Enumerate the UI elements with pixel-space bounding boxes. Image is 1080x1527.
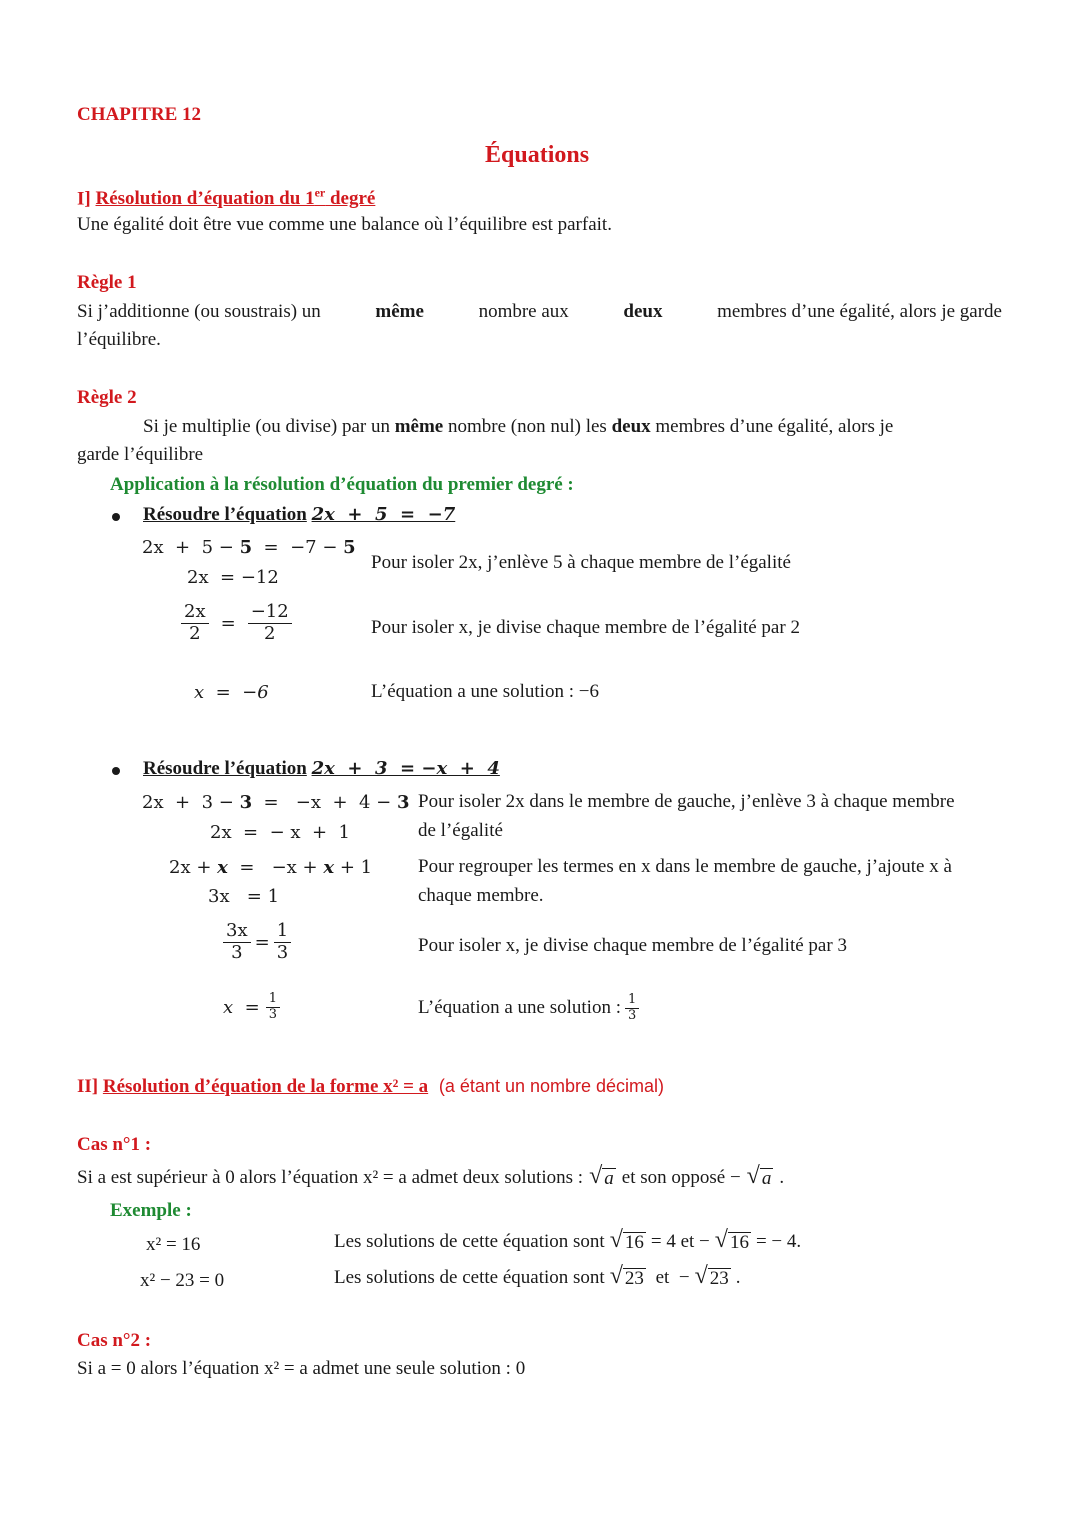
cas1-eq1: x² = 16 [146, 1234, 201, 1255]
ex1-step1-bold: 5 [239, 537, 253, 558]
cas1-sol2-r1: 23 [624, 1267, 644, 1289]
cas1-sol1-b: = 4 et − [650, 1231, 710, 1252]
application-title: Application à la résolution d’équation du premier degré : [110, 474, 574, 495]
ex2-step5-num-left: 3x [223, 921, 251, 943]
ex2-equation: 2x + 3 = −x + 4 [311, 758, 500, 779]
ex2-step1-c: = −x + 4 − [263, 792, 392, 813]
ex2-step3-a: 2x + [169, 857, 212, 878]
ex2-heading-text: Résoudre l’équation [143, 758, 307, 779]
ex2-step3 [169, 857, 372, 878]
cas1-sol2-b: et − [650, 1267, 690, 1288]
rule1-text-e: membres d’une égalité, alors je garde [717, 301, 1002, 322]
ex2-explanation-3: Pour isoler x, je divise chaque membre de l’égalité par 3 [418, 935, 847, 956]
sqrt-icon: √ 16 [609, 1226, 644, 1253]
cas1-sol2-a: Les solutions de cette équation sont [334, 1267, 605, 1288]
ex1-step1-lhs: 2x + 5 − [142, 537, 234, 558]
rule2-line1 [143, 416, 893, 438]
ex2-step1-b: 3 [239, 792, 253, 813]
cas1-sol2-c: . [735, 1267, 741, 1288]
ex2-explanation-1b: de l’égalité [418, 820, 503, 841]
ex2-step5-frac-left [223, 921, 251, 963]
ex2-step3-b: x [217, 857, 228, 878]
rule1-line1 [77, 301, 1002, 323]
rule1-title: Règle 1 [77, 272, 137, 293]
section2-title: Résolution d’équation de la forme x² = a [102, 1076, 429, 1097]
ex1-step3-den-left: 2 [189, 622, 201, 644]
section2-heading [77, 1076, 664, 1098]
rule2-line2: garde l’équilibre [77, 444, 204, 465]
cas1-text-b: et son opposé − [621, 1167, 741, 1188]
ex1-step1 [142, 537, 356, 558]
rule1-bold-deux: deux [623, 301, 663, 322]
bullet-icon [112, 767, 120, 775]
ex1-step3 [181, 602, 292, 644]
ex2-explanation-2a: Pour regrouper les termes en x dans le membre de gauche, j’ajoute x à [418, 856, 952, 877]
sqrt-icon: √ a [746, 1162, 772, 1189]
cas1-text-c: . [779, 1167, 785, 1188]
ex2-step6-frac [266, 992, 280, 1023]
rule2-title: Règle 2 [77, 387, 137, 408]
ex1-step2: 2x = −12 [187, 567, 279, 588]
rule2-text-e: membres d’une égalité, alors je [655, 416, 894, 437]
ex2-explanation-1a: Pour isoler 2x dans le membre de gauche, j’enlève 3 à chaque membre [418, 791, 955, 812]
ex2-step3-c: = −x + [239, 857, 318, 878]
section2-prefix: II] [77, 1076, 99, 1097]
ex2-step5-num-right: 1 [274, 921, 291, 943]
ex2-step6-num: 1 [266, 992, 280, 1008]
ex1-step1-bold2: 5 [343, 537, 356, 558]
cas1-text [77, 1162, 785, 1189]
ex2-explanation-2b: chaque membre. [418, 885, 544, 906]
sqrt-icon: √ a [589, 1162, 614, 1189]
ex1-step3-frac-left [181, 602, 209, 644]
ex1-explanation-3: L’équation a une solution : −6 [371, 681, 599, 702]
cas2-title: Cas n°2 : [77, 1330, 152, 1351]
chapter-label: CHAPITRE 12 [77, 104, 202, 125]
section1-title [95, 188, 375, 209]
cas1-sol1-a: Les solutions de cette équation sont [334, 1231, 605, 1252]
section2-note: (a étant un nombre décimal) [438, 1076, 665, 1096]
cas2-text: Si a = 0 alors l’équation x² = a admet une seule solution : 0 [77, 1358, 526, 1379]
cas1-sqrt-arg-2: a [761, 1167, 772, 1189]
rule1-line2: l’équilibre. [77, 329, 161, 350]
ex2-step5-den-left: 3 [231, 941, 243, 963]
ex1-step3-frac-right [248, 602, 292, 644]
ex2-explanation-4-num: 1 [625, 993, 639, 1009]
cas1-sol2 [334, 1262, 741, 1289]
ex1-explanation-2: Pour isoler x, je divise chaque membre de l’égalité par 2 [371, 617, 800, 638]
ex2-step6 [223, 992, 280, 1023]
ex1-step3-den-right: 2 [263, 622, 276, 644]
ex1-step3-num-left: 2x [181, 602, 209, 624]
ex1-step4: x = −6 [194, 682, 269, 703]
section1-intro: Une égalité doit être vue comme une balance où l’équilibre est parfait. [77, 214, 612, 235]
ex1-heading [143, 504, 455, 526]
rule1-bold-meme: même [375, 301, 424, 322]
rule1-text-c: nombre aux [478, 301, 569, 322]
cas1-sol1 [334, 1226, 802, 1253]
ex2-step1 [142, 792, 410, 813]
ex2-explanation-4-den: 3 [628, 1007, 637, 1023]
sqrt-icon: √ 23 [694, 1262, 729, 1289]
ex2-step6-den: 3 [268, 1006, 277, 1022]
ex1-step3-num-right: −12 [248, 602, 292, 624]
cas1-eq2: x² − 23 = 0 [140, 1270, 225, 1291]
ex2-step6-lhs: x = [223, 996, 260, 1018]
ex2-step4: 3x = 1 [208, 886, 280, 907]
section1-title-sup: er [314, 186, 326, 200]
ex2-heading [143, 758, 500, 780]
page-title: Équations [485, 142, 590, 168]
cas1-title: Cas n°1 : [77, 1134, 152, 1155]
cas1-sol1-r1: 16 [624, 1231, 644, 1253]
rule2-text-c: nombre (non nul) les [448, 416, 607, 437]
cas1-sol1-c: = − 4. [755, 1231, 802, 1252]
rule2-bold-deux: deux [611, 416, 651, 437]
ex2-step5-eq: = [254, 931, 270, 953]
section1-heading [77, 186, 375, 210]
ex2-step5-den-right: 3 [276, 941, 289, 963]
cas1-sol2-r2: 23 [709, 1267, 729, 1289]
bullet-icon [112, 513, 120, 521]
ex2-step1-a: 2x + 3 − [142, 792, 234, 813]
ex1-step3-eq: = [220, 612, 236, 634]
ex2-explanation-4 [418, 993, 639, 1024]
sqrt-icon: √ 23 [609, 1262, 644, 1289]
ex2-step2: 2x = − x + 1 [210, 822, 350, 843]
rule2-text-a: Si je multiplie (ou divise) par un [143, 416, 390, 437]
section1-title-end: degré [325, 188, 376, 210]
ex1-heading-text: Résoudre l’équation [143, 504, 307, 525]
ex1-equation: 2x + 5 = −7 [311, 504, 456, 525]
section1-prefix: I] [77, 188, 91, 210]
ex2-explanation-4-frac [625, 993, 639, 1024]
sqrt-icon: √ 16 [714, 1226, 749, 1253]
cas1-sqrt-arg: a [604, 1167, 614, 1189]
ex1-step1-rhs: = −7 − [263, 537, 338, 558]
ex2-explanation-4-text: L’équation a une solution : [418, 997, 621, 1019]
cas1-text-a: Si a est supérieur à 0 alors l’équation x² = a admet deux solutions : [77, 1167, 584, 1188]
example-title: Exemple : [110, 1200, 192, 1221]
ex2-step3-e: + 1 [339, 857, 373, 878]
ex1-explanation-1: Pour isoler 2x, j’enlève 5 à chaque membre de l’égalité [371, 552, 791, 573]
ex2-step3-d: x [323, 857, 335, 878]
rule2-bold-meme: même [394, 416, 444, 437]
ex2-step5-frac-right [274, 921, 291, 963]
ex2-step5 [223, 921, 291, 963]
section1-title-text: Résolution d’équation du 1 [95, 188, 315, 210]
ex2-step1-d: 3 [397, 792, 410, 813]
rule1-text-a: Si j’additionne (ou soustrais) un [77, 301, 321, 322]
cas1-sol1-r2: 16 [729, 1231, 749, 1253]
